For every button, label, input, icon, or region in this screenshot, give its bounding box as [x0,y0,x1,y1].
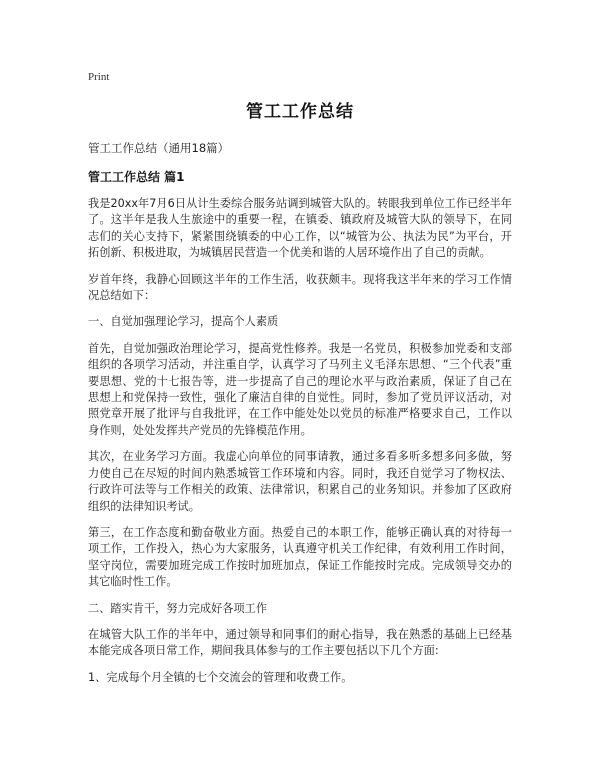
paragraph-task-item-1: 1、完成每个月全镇的七个交流会的管理和收费工作。 [88,670,353,684]
paragraph-daily-work: 在城管大队工作的半年中，通过领导和同事们的耐心指导，我在熟悉的基础上已经基本能完成各项日常工作，期间我具体参与的工作主要包括以下几个方面: [88,627,512,658]
document-page [88,70,512,696]
document-title: 管工工作总结 [246,102,354,122]
paragraph-review: 岁首年终，我静心回顾这半年的工作生活，收获颇丰。现将我这半年来的学习工作情况总结如下： [88,272,512,303]
print-label: Print [88,71,110,83]
paragraph-business-study: 其次，在业务学习方面。我虚心向单位的同事请教，通过多看多听多想多问多做，努力使自己在尽短的时间内熟悉城管工作环境和内容。同时，我还自觉学习了物权法、行政许可法等与工作相关的政策、法律常识，积累自己的业务知识。并参加了区政府组织的法律知识考试。 [88,450,512,513]
subheading-theory-study: 一、自觉加强理论学习，提高个人素质 [88,315,279,329]
paragraph-political-study: 首先，自觉加强政治理论学习，提高党性修养。我是一名党员，积极参加党委和支部组织的各项学习活动，并注重自学，认真学习了马列主义毛泽东思想、“三个代表”重要思想、党的十七报告等，进一步提高了自己的理论水平与政治素质，保证了自己在思想上和党保持一致性，强化了廉洁自律的自觉性。同时，参加了党员评议活动，对照党章开展了批评与自我批评，在工作中能处处以党员的标准严格要求自己，工作以身作则，处处发挥共产党员的先锋模范作用。 [88,341,512,437]
paragraph-intro: 我是20xx年7月6日从计生委综合服务站调到城管大队的。转眼我到单位工作已经半年了。这半年是我人生旅途中的重要一程，在镇委、镇政府及城管大队的领导下，在同志们的关心支持下，紧紧围绕镇委的中心工作，以“城管为公、执法为民”为平台，开拓创新、积极进取，为城镇居民营造一个优美和谐的人居环境作出了自己的贡献。 [88,197,512,260]
section-heading: 管工工作总结 篇1 [88,170,185,184]
subheading-work-tasks: 二、踏实肯干，努力完成好各项工作 [88,601,268,615]
paragraph-work-attitude: 第三，在工作态度和勤奋敬业方面。热爱自己的本职工作，能够正确认真的对待每一项工作，工作投入，热心为大家服务，认真遵守机关工作纪律，有效利用工作时间，坚守岗位，需要加班完成工作按时加班加点，保证工作能按时完成。完成领导交办的其它临时性工作。 [88,525,512,589]
document-subtitle: 管工工作总结（通用18篇） [88,141,230,155]
